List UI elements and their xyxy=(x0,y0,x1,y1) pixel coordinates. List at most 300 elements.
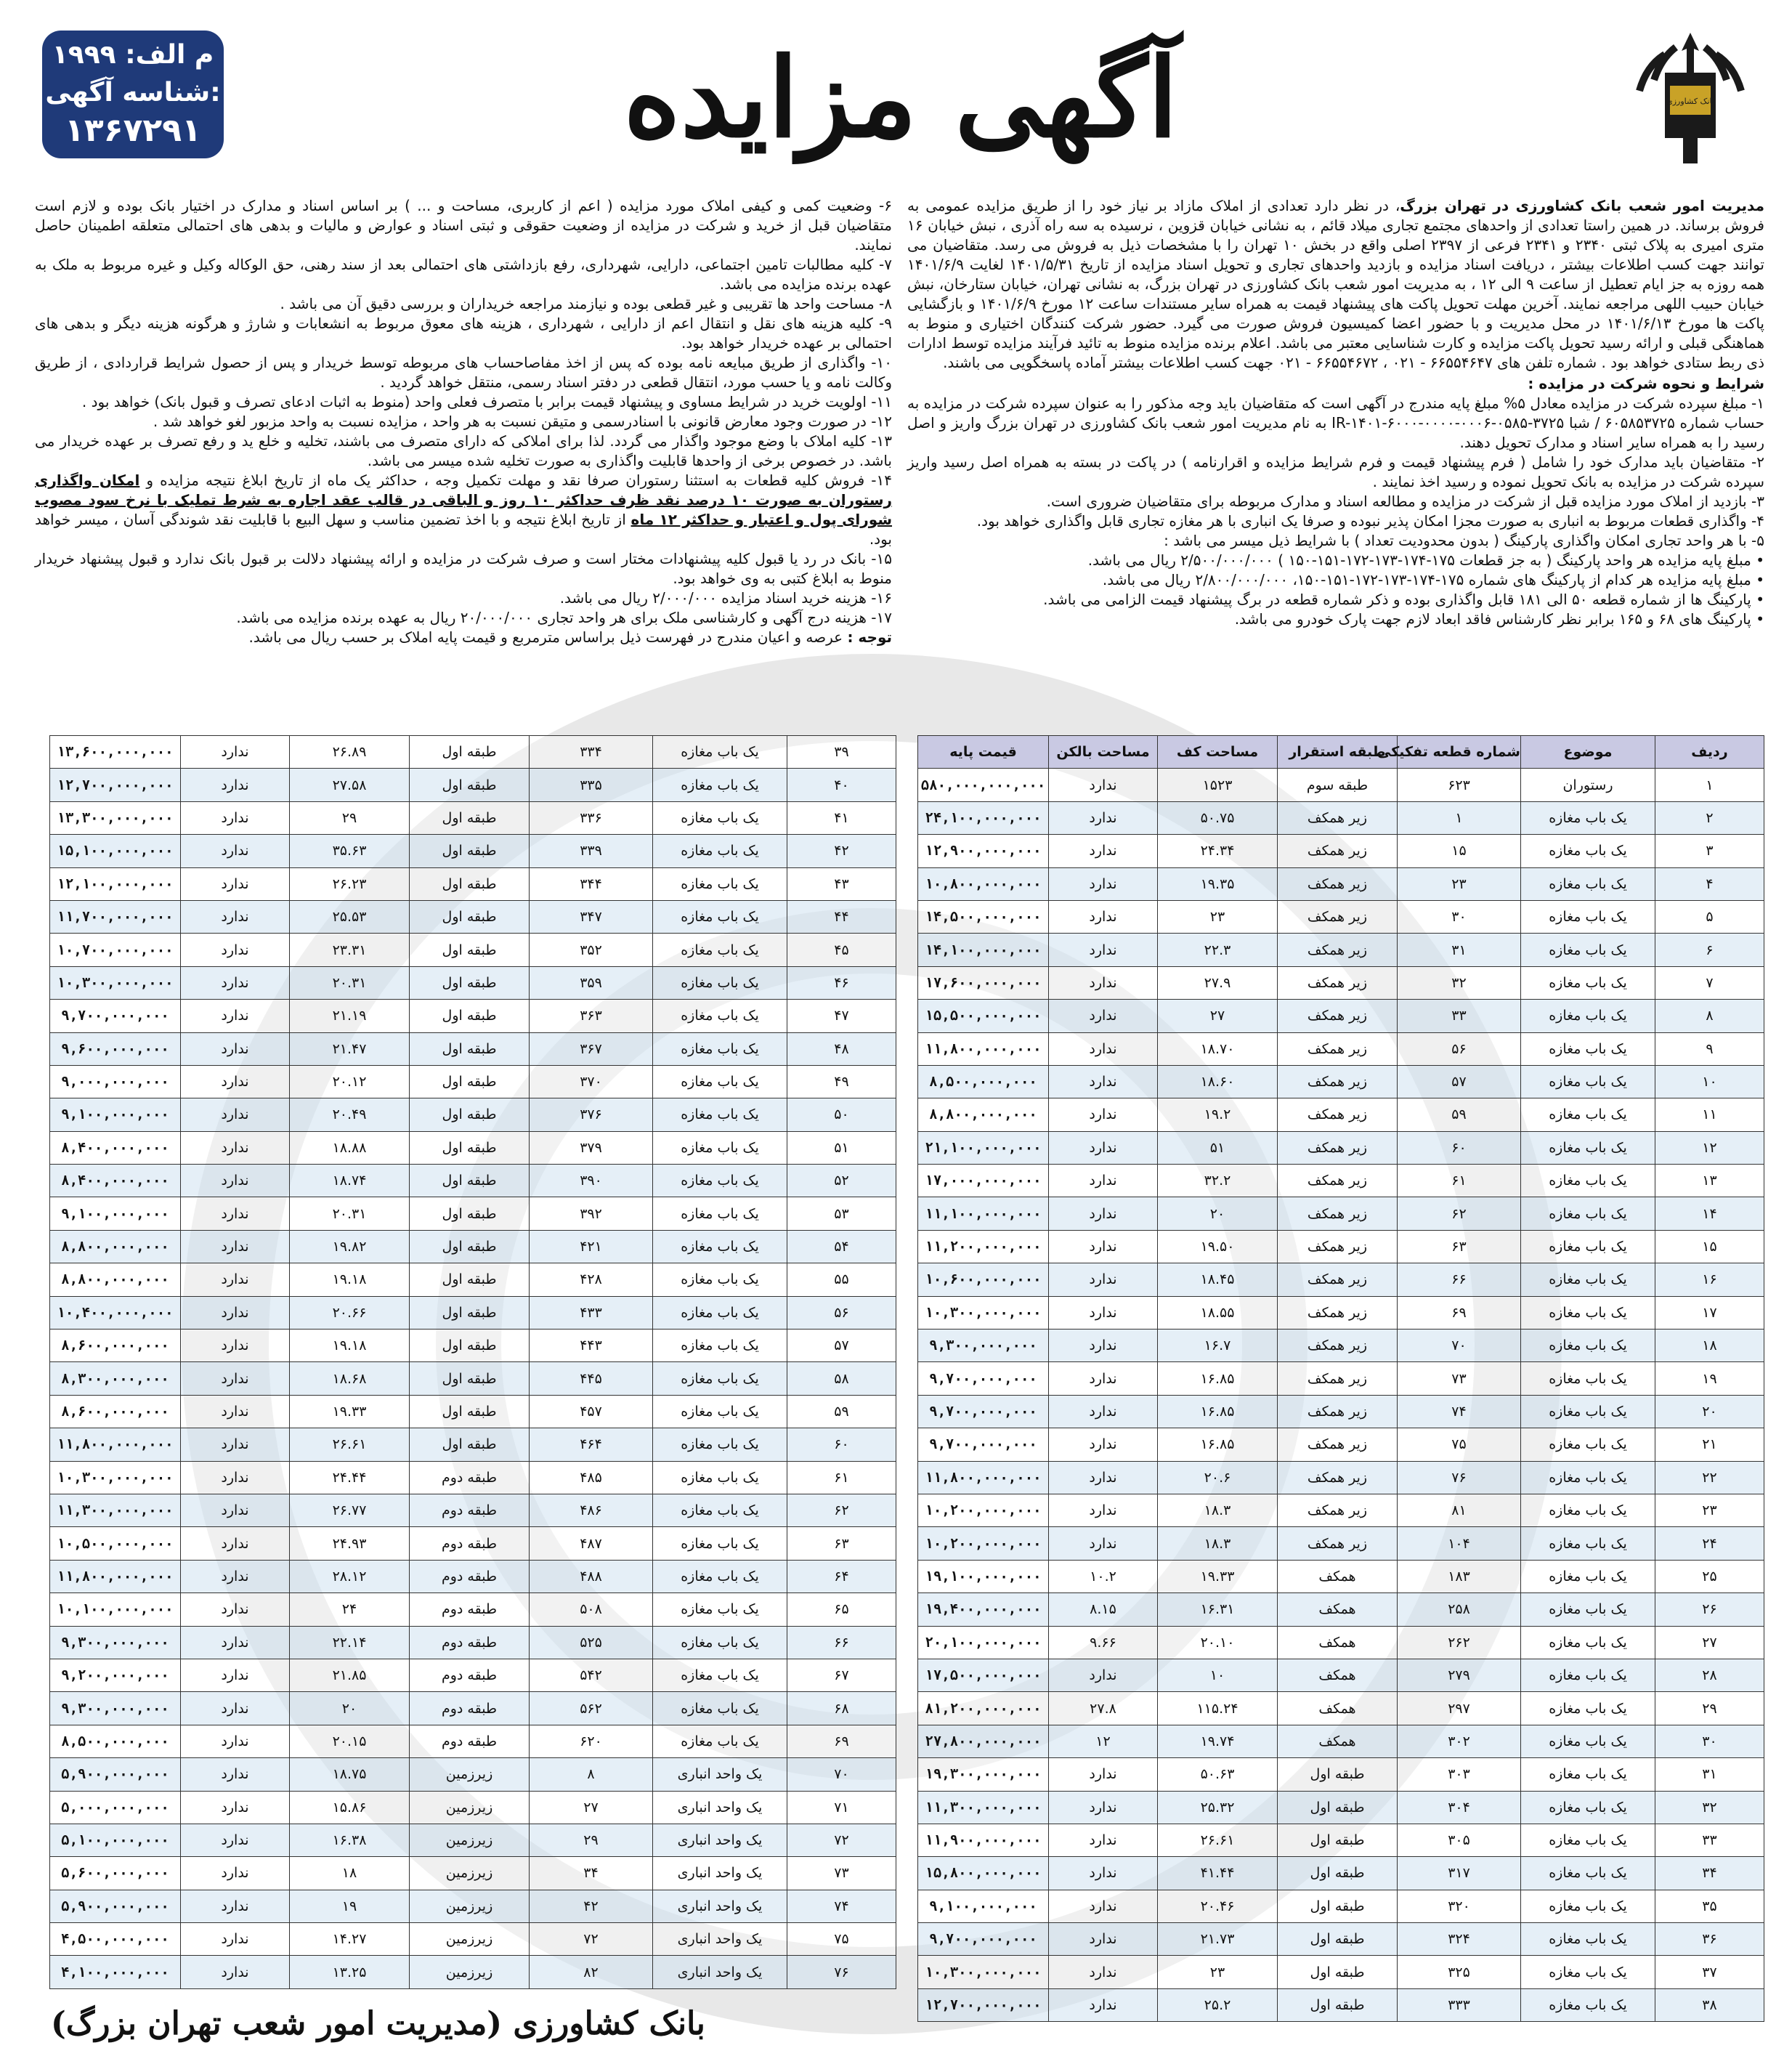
cell-floor: طبقه اول xyxy=(410,1230,530,1263)
cell-row-no: ۱۴ xyxy=(1655,1197,1764,1230)
cell-plot-number: ۱۰۴ xyxy=(1398,1527,1521,1560)
cell-row-no: ۱۵ xyxy=(1655,1230,1764,1263)
cell-subject: یک باب مغازه xyxy=(1521,1330,1655,1362)
cell-subject: یک باب مغازه xyxy=(653,1330,787,1362)
cell-subject: یک واحد انباری xyxy=(653,1791,787,1824)
table-row xyxy=(918,769,1764,801)
cell-balcony-area: ندارد xyxy=(1049,1824,1158,1856)
condition-16: ۱۶- هزینه خرید اسناد مزایده ۲/۰۰۰/۰۰۰ ریال می باشد. xyxy=(559,589,892,607)
cell-row-no: ۷۱ xyxy=(787,1791,896,1824)
cell-row-no: ۳۶ xyxy=(1655,1923,1764,1956)
cell-base-price: ۸,۵۰۰,۰۰۰,۰۰۰ xyxy=(50,1725,181,1757)
table-row xyxy=(50,1593,896,1626)
cell-base-price: ۸,۴۰۰,۰۰۰,۰۰۰ xyxy=(50,1131,181,1164)
cell-floor: طبقه اول xyxy=(410,1296,530,1329)
ad-id-badge xyxy=(42,31,224,158)
cell-balcony-area: ندارد xyxy=(181,1032,290,1065)
cell-floor-area: ۵۱ xyxy=(1158,1131,1278,1164)
cell-balcony-area: ندارد xyxy=(1049,867,1158,900)
header-floor-area: مساحت کف xyxy=(1158,736,1278,769)
cell-floor-area: ۱۹.۵۰ xyxy=(1158,1230,1278,1263)
cell-balcony-area: ندارد xyxy=(181,1165,290,1197)
cell-plot-number: ۱ xyxy=(1398,801,1521,834)
cell-plot-number: ۶۰ xyxy=(1398,1131,1521,1164)
cell-balcony-area: ندارد xyxy=(181,1131,290,1164)
condition-3: ۳- بازدید از املاک مورد مزایده قبل از شرکت در مزایده و مطالعه اسناد و مدارک مربوطه برای متقاضیان ضروری است. xyxy=(1046,493,1764,510)
cell-balcony-area: ندارد xyxy=(1049,1923,1158,1956)
badge-line-1: م الف: ۱۹۹۹ xyxy=(52,40,214,70)
cell-balcony-area: ندارد xyxy=(181,1659,290,1691)
cell-floor: طبقه اول xyxy=(410,900,530,933)
condition-14 xyxy=(35,471,892,549)
cell-floor: زیر همکف xyxy=(1278,900,1398,933)
table-row xyxy=(50,1065,896,1098)
cell-subject: یک باب مغازه xyxy=(1521,1560,1655,1592)
cell-balcony-area: ندارد xyxy=(1049,801,1158,834)
cell-plot-number: ۴۴۵ xyxy=(530,1362,653,1395)
table-row xyxy=(50,900,896,933)
cell-row-no: ۵۹ xyxy=(787,1395,896,1428)
condition-2: ۲- متقاضیان باید مدارک خود را شامل ( فرم پیشنهاد قیمت و فرم شرایط مزایده و اقرارنامه ) در پاکت در بسته به همراه اصل رسید واریز سپرده شرکت در مزایده به بانک تحویل نموده و رسید اخذ نمایند . xyxy=(907,453,1764,490)
cell-subject: یک باب مغازه xyxy=(1521,1296,1655,1329)
cell-floor-area: ۲۲.۱۴ xyxy=(290,1626,410,1659)
cell-balcony-area: ندارد xyxy=(181,769,290,801)
cell-plot-number: ۷۰ xyxy=(1398,1330,1521,1362)
cell-base-price: ۹,۱۰۰,۰۰۰,۰۰۰ xyxy=(50,1197,181,1230)
cell-subject: یک باب مغازه xyxy=(653,1527,787,1560)
cell-plot-number: ۳۰ xyxy=(1398,900,1521,933)
cell-balcony-area: ۱۲ xyxy=(1049,1725,1158,1757)
cell-plot-number: ۴۸۵ xyxy=(530,1461,653,1494)
table-row xyxy=(918,1065,1764,1098)
cell-base-price: ۸,۳۰۰,۰۰۰,۰۰۰ xyxy=(50,1362,181,1395)
cell-floor-area: ۲۰.۶۶ xyxy=(290,1296,410,1329)
cell-balcony-area: ندارد xyxy=(181,1461,290,1494)
cell-balcony-area: ندارد xyxy=(181,1593,290,1626)
table-row xyxy=(918,1956,1764,1988)
cell-subject: یک باب مغازه xyxy=(1521,1032,1655,1065)
cell-row-no: ۵۵ xyxy=(787,1263,896,1296)
cell-base-price: ۹,۱۰۰,۰۰۰,۰۰۰ xyxy=(50,1098,181,1131)
table-row xyxy=(50,1725,896,1757)
cell-floor: طبقه اول xyxy=(1278,1988,1398,2021)
cell-row-no: ۳۵ xyxy=(1655,1890,1764,1922)
table-row xyxy=(50,1890,896,1922)
cell-balcony-area: ندارد xyxy=(1049,1890,1158,1922)
cell-row-no: ۶۰ xyxy=(787,1428,896,1461)
cell-subject: یک باب مغازه xyxy=(1521,1000,1655,1032)
cell-balcony-area: ندارد xyxy=(181,1824,290,1856)
cell-floor: زیرزمین xyxy=(410,1890,530,1922)
table-row xyxy=(50,1098,896,1131)
cell-plot-number: ۵۴۲ xyxy=(530,1659,653,1691)
cell-floor-area: ۲۳ xyxy=(1158,1956,1278,1988)
table-row xyxy=(50,867,896,900)
cell-floor: زیر همکف xyxy=(1278,1395,1398,1428)
cell-plot-number: ۴۸۷ xyxy=(530,1527,653,1560)
cell-row-no: ۶۸ xyxy=(787,1692,896,1725)
condition-9: ۹- کلیه هزینه های نقل و انتقال اعم از دارایی ، شهرداری ، هزینه های معوق مربوط به انشعابات و شارژ و هرگونه هزینه دیگر و بدهی های احتمالی بر عهده خریدار خواهد بود. xyxy=(35,315,892,352)
cell-floor-area: ۱۱۵.۲۴ xyxy=(1158,1692,1278,1725)
cell-row-no: ۴۹ xyxy=(787,1065,896,1098)
cell-floor: طبقه اول xyxy=(410,1330,530,1362)
cell-base-price: ۱۰,۵۰۰,۰۰۰,۰۰۰ xyxy=(50,1527,181,1560)
cell-row-no: ۸ xyxy=(1655,1000,1764,1032)
table-header-row xyxy=(918,736,1764,769)
table-row xyxy=(918,1395,1764,1428)
cell-plot-number: ۵۲۵ xyxy=(530,1626,653,1659)
cell-row-no: ۴۷ xyxy=(787,1000,896,1032)
cell-subject: یک باب مغازه xyxy=(1521,1857,1655,1890)
cell-floor-area: ۱۳.۲۵ xyxy=(290,1956,410,1988)
cell-row-no: ۳۸ xyxy=(1655,1988,1764,2021)
cell-floor: طبقه اول xyxy=(1278,1923,1398,1956)
cell-balcony-area: ندارد xyxy=(181,1560,290,1592)
cell-balcony-area: ندارد xyxy=(181,1923,290,1956)
cell-base-price: ۱۳,۶۰۰,۰۰۰,۰۰۰ xyxy=(50,736,181,769)
table-row xyxy=(50,736,896,769)
cell-base-price: ۱۱,۸۰۰,۰۰۰,۰۰۰ xyxy=(918,1461,1049,1494)
cell-balcony-area: ۲۷.۸ xyxy=(1049,1692,1158,1725)
cell-balcony-area: ندارد xyxy=(1049,966,1158,999)
table-row xyxy=(918,1032,1764,1065)
cell-floor: زیر همکف xyxy=(1278,1362,1398,1395)
cell-plot-number: ۵۶۲ xyxy=(530,1692,653,1725)
cell-floor: طبقه اول xyxy=(410,769,530,801)
cell-row-no: ۴ xyxy=(1655,867,1764,900)
table-row xyxy=(50,1857,896,1890)
cell-floor-area: ۱۶.۳۸ xyxy=(290,1824,410,1856)
cell-floor: زیر همکف xyxy=(1278,1165,1398,1197)
cell-plot-number: ۱۵ xyxy=(1398,835,1521,867)
cell-floor-area: ۲۰.۱۵ xyxy=(290,1725,410,1757)
cell-floor-area: ۲۰.۳۱ xyxy=(290,1197,410,1230)
cell-floor: طبقه اول xyxy=(410,867,530,900)
table-row xyxy=(50,966,896,999)
cell-floor-area: ۲۵.۲ xyxy=(1158,1988,1278,2021)
cell-balcony-area: ندارد xyxy=(181,1330,290,1362)
cell-floor: زیرزمین xyxy=(410,1758,530,1791)
cell-balcony-area: ندارد xyxy=(181,1494,290,1526)
cell-floor: طبقه اول xyxy=(410,1263,530,1296)
cell-row-no: ۳۲ xyxy=(1655,1791,1764,1824)
cell-subject: یک باب مغازه xyxy=(653,1000,787,1032)
cell-plot-number: ۳۰۵ xyxy=(1398,1824,1521,1856)
cell-row-no: ۲۲ xyxy=(1655,1461,1764,1494)
cell-subject: یک باب مغازه xyxy=(1521,1988,1655,2021)
cell-base-price: ۱۰,۷۰۰,۰۰۰,۰۰۰ xyxy=(50,934,181,966)
cell-base-price: ۸۱,۲۰۰,۰۰۰,۰۰۰ xyxy=(918,1692,1049,1725)
cell-balcony-area: ندارد xyxy=(1049,1065,1158,1098)
cell-floor: طبقه اول xyxy=(410,1065,530,1098)
table-row xyxy=(918,1626,1764,1659)
cell-floor-area: ۱۶.۷ xyxy=(1158,1330,1278,1362)
table-row xyxy=(918,1857,1764,1890)
cell-row-no: ۶۴ xyxy=(787,1560,896,1592)
table-row xyxy=(918,1362,1764,1395)
cell-floor: طبقه اول xyxy=(410,1131,530,1164)
table-row xyxy=(50,801,896,834)
cell-floor-area: ۴۱.۴۴ xyxy=(1158,1857,1278,1890)
cell-balcony-area: ندارد xyxy=(1049,934,1158,966)
cell-floor-area: ۱۹.۳۳ xyxy=(1158,1560,1278,1592)
cell-base-price: ۱۲,۹۰۰,۰۰۰,۰۰۰ xyxy=(918,835,1049,867)
cell-base-price: ۹,۲۰۰,۰۰۰,۰۰۰ xyxy=(50,1659,181,1691)
cell-subject: یک باب مغازه xyxy=(653,900,787,933)
cell-balcony-area: ندارد xyxy=(1049,1230,1158,1263)
cell-base-price: ۹,۳۰۰,۰۰۰,۰۰۰ xyxy=(50,1626,181,1659)
cell-row-no: ۶۱ xyxy=(787,1461,896,1494)
cell-floor: طبقه دوم xyxy=(410,1626,530,1659)
parking-bullet-4: • پارکینگ های ۶۸ و ۱۶۵ برابر نظر کارشناس فاقد ابعاد لازم جهت پارک خودرو می باشد. xyxy=(1234,610,1764,628)
cell-subject: یک باب مغازه xyxy=(1521,1131,1655,1164)
cell-row-no: ۵۱ xyxy=(787,1131,896,1164)
cell-balcony-area: ندارد xyxy=(181,934,290,966)
cell-row-no: ۲۷ xyxy=(1655,1626,1764,1659)
cell-base-price: ۱۳,۳۰۰,۰۰۰,۰۰۰ xyxy=(50,801,181,834)
cell-plot-number: ۳۴۴ xyxy=(530,867,653,900)
cell-base-price: ۴,۵۰۰,۰۰۰,۰۰۰ xyxy=(50,1923,181,1956)
cell-base-price: ۱۰,۸۰۰,۰۰۰,۰۰۰ xyxy=(918,867,1049,900)
cell-row-no: ۴۳ xyxy=(787,867,896,900)
cell-floor: طبقه اول xyxy=(410,934,530,966)
cell-row-no: ۵۶ xyxy=(787,1296,896,1329)
cell-floor: طبقه اول xyxy=(1278,1758,1398,1791)
cell-floor-area: ۲۰.۳۱ xyxy=(290,966,410,999)
cell-floor: طبقه دوم xyxy=(410,1560,530,1592)
table-row xyxy=(918,867,1764,900)
cell-floor-area: ۱۶.۳۱ xyxy=(1158,1593,1278,1626)
cell-plot-number: ۳۵۲ xyxy=(530,934,653,966)
table-row xyxy=(50,1692,896,1725)
condition-6: ۶- وضعیت کمی و کیفی املاک مورد مزایده ( اعم از کاربری، مساحت و ... ) بر اساس اسناد و مدارک در اختیار بانک بوده و لازم است متقاضیان قبل از خرید و شرکت در مزایده از وضعیت حقوقی و ثبتی اسناد و عوارض و مالیات و بدهی های احتمالی متعلقه اطمینان حاصل نمایند. xyxy=(35,197,892,254)
table-row xyxy=(918,1692,1764,1725)
note-label: توجه : xyxy=(847,628,892,646)
cell-floor: طبقه اول xyxy=(1278,1824,1398,1856)
cell-balcony-area: ندارد xyxy=(1049,1000,1158,1032)
cell-subject: یک باب مغازه xyxy=(1521,801,1655,834)
cell-balcony-area: ندارد xyxy=(1049,835,1158,867)
cell-row-no: ۵۳ xyxy=(787,1197,896,1230)
table-row xyxy=(50,1824,896,1856)
cell-floor-area: ۲۷.۵۸ xyxy=(290,769,410,801)
cell-row-no: ۲۳ xyxy=(1655,1494,1764,1526)
cell-floor: طبقه دوم xyxy=(410,1593,530,1626)
table-row xyxy=(918,1758,1764,1791)
cell-floor: طبقه اول xyxy=(410,835,530,867)
cell-row-no: ۱۰ xyxy=(1655,1065,1764,1098)
cell-subject: یک باب مغازه xyxy=(1521,1428,1655,1461)
cell-base-price: ۱۵,۱۰۰,۰۰۰,۰۰۰ xyxy=(50,835,181,867)
table-row xyxy=(918,1923,1764,1956)
cell-balcony-area: ۱۰.۲ xyxy=(1049,1560,1158,1592)
cell-balcony-area: ندارد xyxy=(181,1725,290,1757)
cell-plot-number: ۳۲۵ xyxy=(1398,1956,1521,1988)
cell-balcony-area: ندارد xyxy=(1049,1659,1158,1691)
intro-text: ، در نظر دارد تعدادی از املاک مازاد بر نیاز خود را از طریق مزایده عمومی به فروش برساند. در همین راستا تعدادی از واحدهای مجتمع تجاری میلاد قائم ، به نشانی خیابان قزوین ، نرسیده به سه راه آذری ، نبش خیابان ۱۶ متری امیری به پلاک ثبتی ۲۳۴۰ و ۲۳۴۱ فرعی از ۲۳۹۷ اصلی واقع در بخش ۱۰ تهران را با مشخصات ذیل به فروش می رسد. متقاضیان می توانند جهت کسب اطلاعات بیشتر ، دریافت اسناد مزایده و بازدید واحدهای تجاری و تحویل اسناد مزایده از تاریخ ۱۴۰۱/۵/۳۱ لغایت ۱۴۰۱/۶/۹ همه روزه به جز ایام تعطیل از ساعت ۹ الی ۱۲ ، به مدیریت امور شعب بانک کشاورزی در تهران بزرگ، به نشانی تهران، خیابان ستارخان، نبش خیابان حبیب اللهی مراجعه نمایند. آخرین مهلت تحویل پاکت های پیشنهاد قیمت به همراه سایر مستندات ساعت ۱۲ مورخ ۱۴۰۱/۶/۹ و بازگشایی پاکت ها مورخ ۱۴۰۱/۶/۱۳ در محل مدیریت و با حضور اعضا کمیسیون فروش صورت می گیرد. حضور شرکت کنندگان اختیاری و منوط به هماهنگی قبلی و ارائه رسید تحویل پاکت مزایده و کارت شناسایی معتبر می باشد. اعلام برنده مزایده منوط به تائید فرآیند مزایده توسط ادارات ذی ربط ستادی خواهد بود . شماره تلفن های ۶۶۵۵۴۶۴۷ - ۰۲۱ ، ۶۶۵۵۴۶۷۲ - ۰۲۱ جهت کسب اطلاعات بیشتر آماده پاسخگویی می باشند. xyxy=(907,197,1765,371)
cell-floor-area: ۲۸.۱۲ xyxy=(290,1560,410,1592)
cell-plot-number: ۵۰۸ xyxy=(530,1593,653,1626)
cell-balcony-area: ندارد xyxy=(181,1890,290,1922)
cell-floor: زیر همکف xyxy=(1278,867,1398,900)
cell-plot-number: ۲۶۲ xyxy=(1398,1626,1521,1659)
cell-base-price: ۱۱,۳۰۰,۰۰۰,۰۰۰ xyxy=(50,1494,181,1526)
cell-plot-number: ۶۲۰ xyxy=(530,1725,653,1757)
cell-floor: طبقه اول xyxy=(410,1197,530,1230)
cell-plot-number: ۲۹ xyxy=(530,1824,653,1856)
table-row xyxy=(918,1659,1764,1691)
cell-floor-area: ۲۰.۱۰ xyxy=(1158,1626,1278,1659)
cell-row-no: ۳ xyxy=(1655,835,1764,867)
cell-plot-number: ۴۳۳ xyxy=(530,1296,653,1329)
cell-floor: طبقه اول xyxy=(410,1362,530,1395)
conditions-left-column xyxy=(35,196,892,647)
cell-subject: یک باب مغازه xyxy=(1521,1165,1655,1197)
cell-floor-area: ۲۰ xyxy=(1158,1197,1278,1230)
cell-plot-number: ۳۹۲ xyxy=(530,1197,653,1230)
cell-plot-number: ۲۷۹ xyxy=(1398,1659,1521,1691)
cell-floor-area: ۲۶.۸۹ xyxy=(290,736,410,769)
cell-plot-number: ۶۹ xyxy=(1398,1296,1521,1329)
cell-floor: زیر همکف xyxy=(1278,1527,1398,1560)
cell-floor-area: ۱۹.۲ xyxy=(1158,1098,1278,1131)
parking-bullet-1: • مبلغ پایه مزایده هر واحد پارکینگ ( به جز قطعات ۱۷۵-۱۷۴-۱۷۳-۱۷۲-۱۵۱-۱۵۰ ) ۲/۵۰۰/۰۰۰/۰۰۰ ریال می باشد. xyxy=(1087,551,1764,569)
cell-floor-area: ۱۸.۶۰ xyxy=(1158,1065,1278,1098)
cell-balcony-area: ندارد xyxy=(181,1758,290,1791)
cell-row-no: ۶۳ xyxy=(787,1527,896,1560)
cell-base-price: ۱۲,۷۰۰,۰۰۰,۰۰۰ xyxy=(50,769,181,801)
cell-row-no: ۱ xyxy=(1655,769,1764,801)
cell-floor-area: ۱۵.۸۶ xyxy=(290,1791,410,1824)
cell-floor-area: ۲۹ xyxy=(290,801,410,834)
cell-plot-number: ۴۲۸ xyxy=(530,1263,653,1296)
cell-floor-area: ۲۱.۷۳ xyxy=(1158,1923,1278,1956)
cell-subject: یک باب مغازه xyxy=(1521,867,1655,900)
cell-floor-area: ۳۵.۶۳ xyxy=(290,835,410,867)
cell-row-no: ۴۶ xyxy=(787,966,896,999)
property-table-right xyxy=(917,735,1764,2022)
table-row xyxy=(918,1000,1764,1032)
cell-floor: زیر همکف xyxy=(1278,1461,1398,1494)
cell-base-price: ۲۷,۸۰۰,۰۰۰,۰۰۰ xyxy=(918,1725,1049,1757)
table-row xyxy=(918,1330,1764,1362)
cell-base-price: ۱۰,۶۰۰,۰۰۰,۰۰۰ xyxy=(918,1263,1049,1296)
cell-base-price: ۱۱,۱۰۰,۰۰۰,۰۰۰ xyxy=(918,1197,1049,1230)
cell-row-no: ۲۴ xyxy=(1655,1527,1764,1560)
cell-floor: زیر همکف xyxy=(1278,1494,1398,1526)
cell-row-no: ۱۱ xyxy=(1655,1098,1764,1131)
cell-row-no: ۴۴ xyxy=(787,900,896,933)
cell-subject: یک باب مغازه xyxy=(653,934,787,966)
cell-row-no: ۱۳ xyxy=(1655,1165,1764,1197)
table-row xyxy=(50,1000,896,1032)
cell-plot-number: ۷۵ xyxy=(1398,1428,1521,1461)
cell-row-no: ۲۵ xyxy=(1655,1560,1764,1592)
cell-subject: یک واحد انباری xyxy=(653,1890,787,1922)
cell-floor: همکف xyxy=(1278,1659,1398,1691)
cell-row-no: ۷۲ xyxy=(787,1824,896,1856)
cell-plot-number: ۵۶ xyxy=(1398,1032,1521,1065)
cell-plot-number: ۳۲ xyxy=(1398,966,1521,999)
cell-floor: طبقه اول xyxy=(410,801,530,834)
cell-row-no: ۷۳ xyxy=(787,1857,896,1890)
table-row xyxy=(918,1098,1764,1131)
cell-floor-area: ۱۹.۱۸ xyxy=(290,1263,410,1296)
cell-base-price: ۹,۳۰۰,۰۰۰,۰۰۰ xyxy=(918,1330,1049,1362)
condition-15: ۱۵- بانک در رد یا قبول کلیه پیشنهادات مختار است و صرف شرکت در مزایده و ارائه پیشنهاد دلالت بر قبول بانک ندارد و قبول پیشنهاد خریدار منوط به ابلاغ کتبی به وی خواهد بود. xyxy=(35,550,892,587)
cell-floor: طبقه سوم xyxy=(1278,769,1398,801)
cell-floor-area: ۱۹.۸۲ xyxy=(290,1230,410,1263)
cell-floor: طبقه دوم xyxy=(410,1494,530,1526)
cell-floor: طبقه دوم xyxy=(410,1461,530,1494)
cell-base-price: ۱۱,۸۰۰,۰۰۰,۰۰۰ xyxy=(50,1560,181,1592)
cell-floor-area: ۲۱.۱۹ xyxy=(290,1000,410,1032)
cell-subject: یک باب مغازه xyxy=(1521,1065,1655,1098)
cell-subject: یک باب مغازه xyxy=(653,835,787,867)
cell-subject: یک باب مغازه xyxy=(1521,1791,1655,1824)
cell-balcony-area: ندارد xyxy=(181,801,290,834)
cell-plot-number: ۸۱ xyxy=(1398,1494,1521,1526)
cell-plot-number: ۳۱ xyxy=(1398,934,1521,966)
cell-balcony-area: ندارد xyxy=(1049,1857,1158,1890)
table-row xyxy=(918,1263,1764,1296)
cell-row-no: ۴۵ xyxy=(787,934,896,966)
cell-balcony-area: ندارد xyxy=(1049,769,1158,801)
condition-11: ۱۱- اولویت خرید در شرایط مساوی و پیشنهاد قیمت برابر با متصرف فعلی واحد (منوط به اثبات ادعای تصرف و قبول بانک) خواهد بود . xyxy=(81,393,892,410)
badge-line-2: شناسه آگهی: xyxy=(45,78,221,108)
cell-balcony-area: ندارد xyxy=(1049,1395,1158,1428)
cell-subject: یک باب مغازه xyxy=(1521,1197,1655,1230)
cell-floor: طبقه اول xyxy=(410,736,530,769)
cell-balcony-area: ندارد xyxy=(181,900,290,933)
cell-balcony-area: ندارد xyxy=(181,1000,290,1032)
cell-base-price: ۹,۷۰۰,۰۰۰,۰۰۰ xyxy=(918,1362,1049,1395)
table-row xyxy=(918,1494,1764,1526)
cell-subject: یک باب مغازه xyxy=(1521,835,1655,867)
cell-plot-number: ۳۵۹ xyxy=(530,966,653,999)
cell-plot-number: ۳۴ xyxy=(530,1857,653,1890)
cell-floor: زیرزمین xyxy=(410,1956,530,1988)
cell-floor-area: ۲۶.۶۱ xyxy=(1158,1824,1278,1856)
cell-plot-number: ۳۱۷ xyxy=(1398,1857,1521,1890)
cell-plot-number: ۳۰۳ xyxy=(1398,1758,1521,1791)
cell-floor: زیر همکف xyxy=(1278,1197,1398,1230)
cell-balcony-area: ندارد xyxy=(1049,1956,1158,1988)
cell-floor-area: ۵۰.۶۳ xyxy=(1158,1758,1278,1791)
cell-balcony-area: ندارد xyxy=(181,1956,290,1988)
cell-row-no: ۲۶ xyxy=(1655,1593,1764,1626)
cell-row-no: ۳۷ xyxy=(1655,1956,1764,1988)
cell-plot-number: ۴۶۴ xyxy=(530,1428,653,1461)
header-plot-number: شماره قطعه تفکیکی xyxy=(1398,736,1521,769)
cell-row-no: ۴۲ xyxy=(787,835,896,867)
table-row xyxy=(918,1593,1764,1626)
property-table-left xyxy=(49,735,896,1989)
cell-subject: یک باب مغازه xyxy=(1521,1956,1655,1988)
cell-balcony-area: ندارد xyxy=(1049,1032,1158,1065)
cell-plot-number: ۳۴۷ xyxy=(530,900,653,933)
cell-plot-number: ۸ xyxy=(530,1758,653,1791)
cell-base-price: ۵,۰۰۰,۰۰۰,۰۰۰ xyxy=(50,1791,181,1824)
cell-floor-area: ۱۸.۷۴ xyxy=(290,1165,410,1197)
cell-plot-number: ۴۲۱ xyxy=(530,1230,653,1263)
cell-floor: زیر همکف xyxy=(1278,1263,1398,1296)
table-row xyxy=(50,1494,896,1526)
cell-floor-area: ۱۸.۷۵ xyxy=(290,1758,410,1791)
cell-row-no: ۵۰ xyxy=(787,1098,896,1131)
table-row xyxy=(50,1527,896,1560)
condition-12: ۱۲- در صورت وجود معارض قانونی با اسنادرسمی و متیقن نسبت به هر واحد ، مزایده نسبت به واحد مزبور لغو خواهد شد . xyxy=(153,413,892,430)
